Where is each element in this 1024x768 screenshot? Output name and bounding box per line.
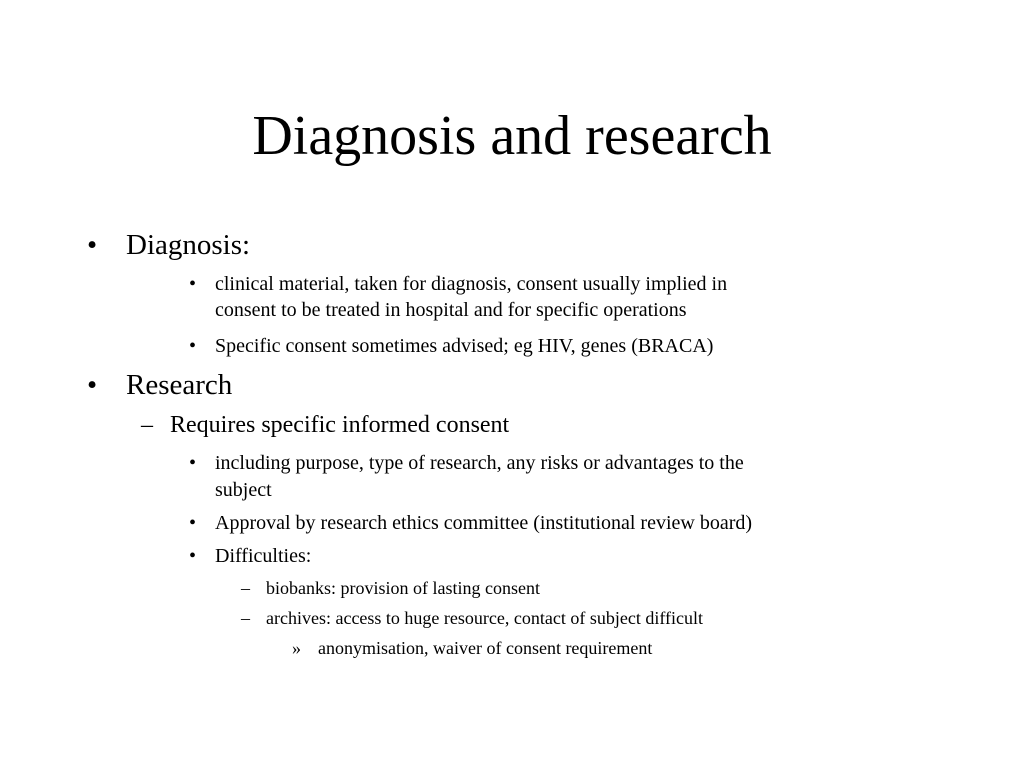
bullet-text: biobanks: provision of lasting consent (266, 578, 540, 598)
bullet-marker: • (87, 229, 98, 261)
bullet-text: archives: access to huge resource, contact of subject difficult (266, 608, 703, 628)
bullet-marker: • (87, 369, 98, 401)
bullet-text: subject (215, 479, 272, 501)
bullet-text: clinical material, taken for diagnosis, consent usually implied in (215, 273, 728, 295)
bullet-text: including purpose, type of research, any risks or advantages to the (215, 452, 744, 474)
bullet-text: Difficulties: (215, 545, 312, 567)
bullet-text: consent to be treated in hospital and for specific operations (215, 299, 687, 321)
bullet-marker: • (189, 335, 197, 357)
dash-marker: – (241, 608, 250, 628)
bullet-text: Diagnosis: (126, 229, 251, 261)
bullet-text: Approval by research ethics committee (institutional review board) (215, 512, 753, 534)
bullet-marker: • (189, 545, 197, 567)
dash-marker: – (241, 578, 250, 598)
bullet-text: Specific consent sometimes advised; eg HIV, genes (BRACA) (215, 335, 714, 357)
guillemet-marker: » (292, 638, 301, 658)
bullet-marker: • (189, 512, 197, 534)
bullet-text: Research (126, 369, 233, 401)
dash-marker: – (141, 412, 153, 438)
bullet-marker: • (189, 452, 197, 474)
bullet-marker: • (189, 273, 197, 295)
bullet-text: anonymisation, waiver of consent requirement (318, 638, 653, 658)
bullet-text: Requires specific informed consent (170, 412, 510, 438)
slide-title: Diagnosis and research (252, 105, 772, 167)
